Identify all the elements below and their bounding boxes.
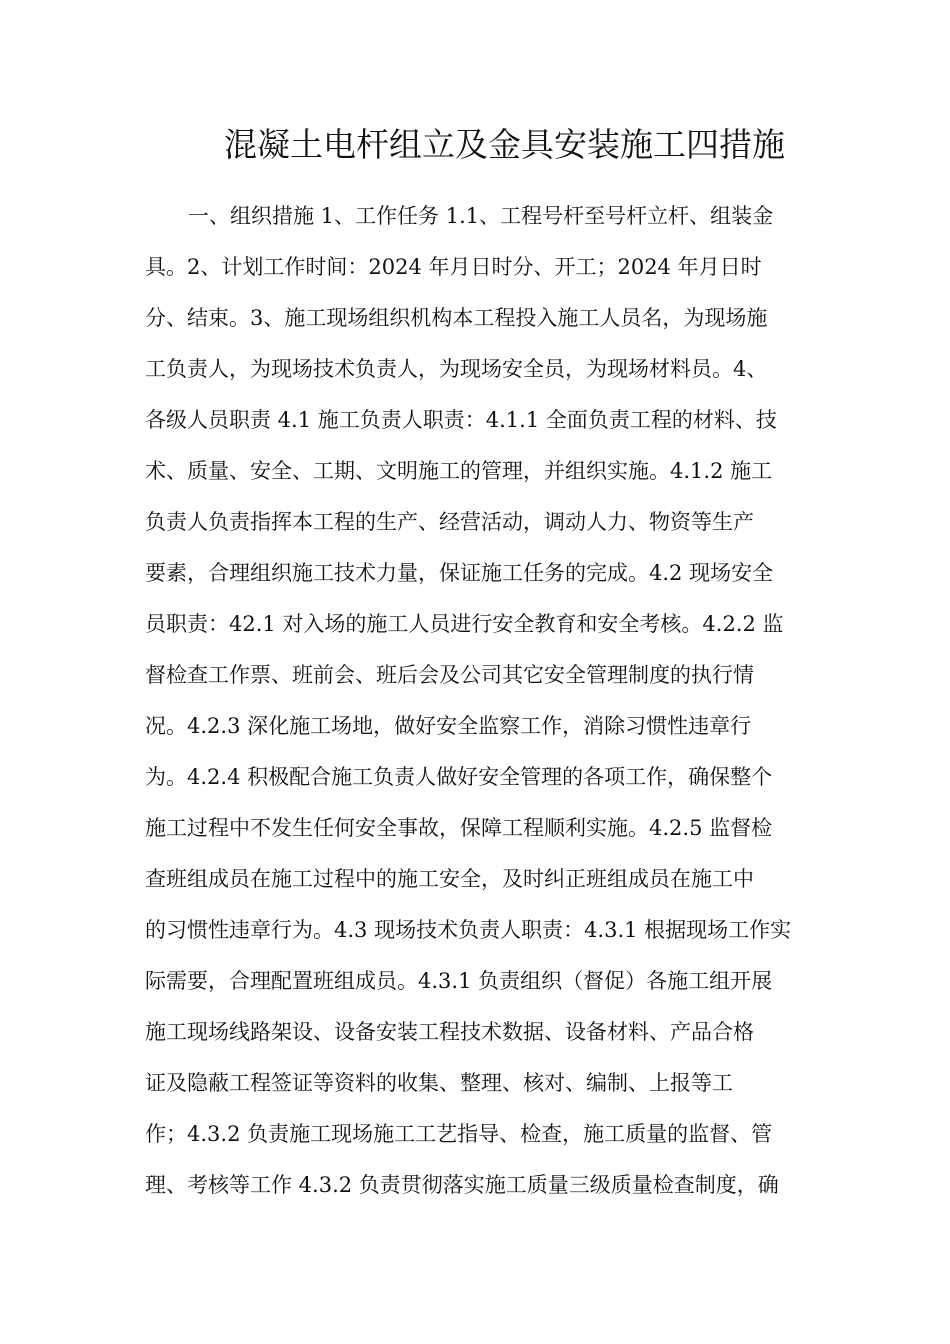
document-body: [145, 191, 825, 1211]
body-line: 施工过程中不发生任何安全事故，保障工程顺利实施。4.2.5 监督检: [145, 816, 773, 840]
document-title: 混凝土电杆组立及金具安装施工四措施: [224, 125, 785, 164]
body-line: 工负责人，为现场技术负责人，为现场安全员，为现场材料员。4、: [145, 357, 768, 381]
body-line: 证及隐蔽工程签证等资料的收集、整理、核对、编制、上报等工: [145, 1071, 733, 1095]
body-line: 查班组成员在施工过程中的施工安全，及时纠正班组成员在施工中: [145, 867, 754, 891]
body-line: 负责人负责指挥本工程的生产、经营活动，调动人力、物资等生产: [145, 510, 754, 534]
body-line: 术、质量、安全、工期、文明施工的管理，并组织实施。4.1.2 施工: [145, 459, 773, 483]
body-line: 的习惯性违章行为。4.3 现场技术负责人职责：4.3.1 根据现场工作实: [145, 918, 792, 942]
body-line: 要素，合理组织施工技术力量，保证施工任务的完成。4.2 现场安全: [145, 561, 774, 585]
body-line: 各级人员职责 4.1 施工负责人职责：4.1.1 全面负责工程的材料、技: [145, 408, 777, 432]
body-line: 员职责：42.1 对入场的施工人员进行安全教育和安全考核。4.2.2 监: [145, 612, 784, 636]
body-line: 一、组织措施 1、工作任务 1.1、工程号杆至号杆立杆、组装金: [188, 204, 774, 228]
body-line: 况。4.2.3 深化施工场地，做好安全监察工作，消除习惯性违章行: [145, 714, 752, 738]
body-line: 为。4.2.4 积极配合施工负责人做好安全管理的各项工作，确保整个: [145, 765, 773, 789]
body-line: 理、考核等工作 4.3.2 负责贯彻落实施工质量三级质量检查制度，确: [145, 1173, 779, 1197]
body-line: 际需要，合理配置班组成员。4.3.1 负责组织（督促）各施工组开展: [145, 969, 773, 993]
body-line: 作；4.3.2 负责施工现场施工工艺指导、检查，施工质量的监督、管: [145, 1122, 773, 1146]
body-line: 分、结束。3、施工现场组织机构本工程投入施工人员名，为现场施: [145, 306, 768, 330]
body-line: 督检查工作票、班前会、班后会及公司其它安全管理制度的执行情: [145, 663, 754, 687]
body-line: 施工现场线路架设、设备安装工程技术数据、设备材料、产品合格: [145, 1020, 754, 1044]
body-line: 具。2、计划工作时间：2024 年月日时分、开工；2024 年月日时: [145, 255, 762, 279]
